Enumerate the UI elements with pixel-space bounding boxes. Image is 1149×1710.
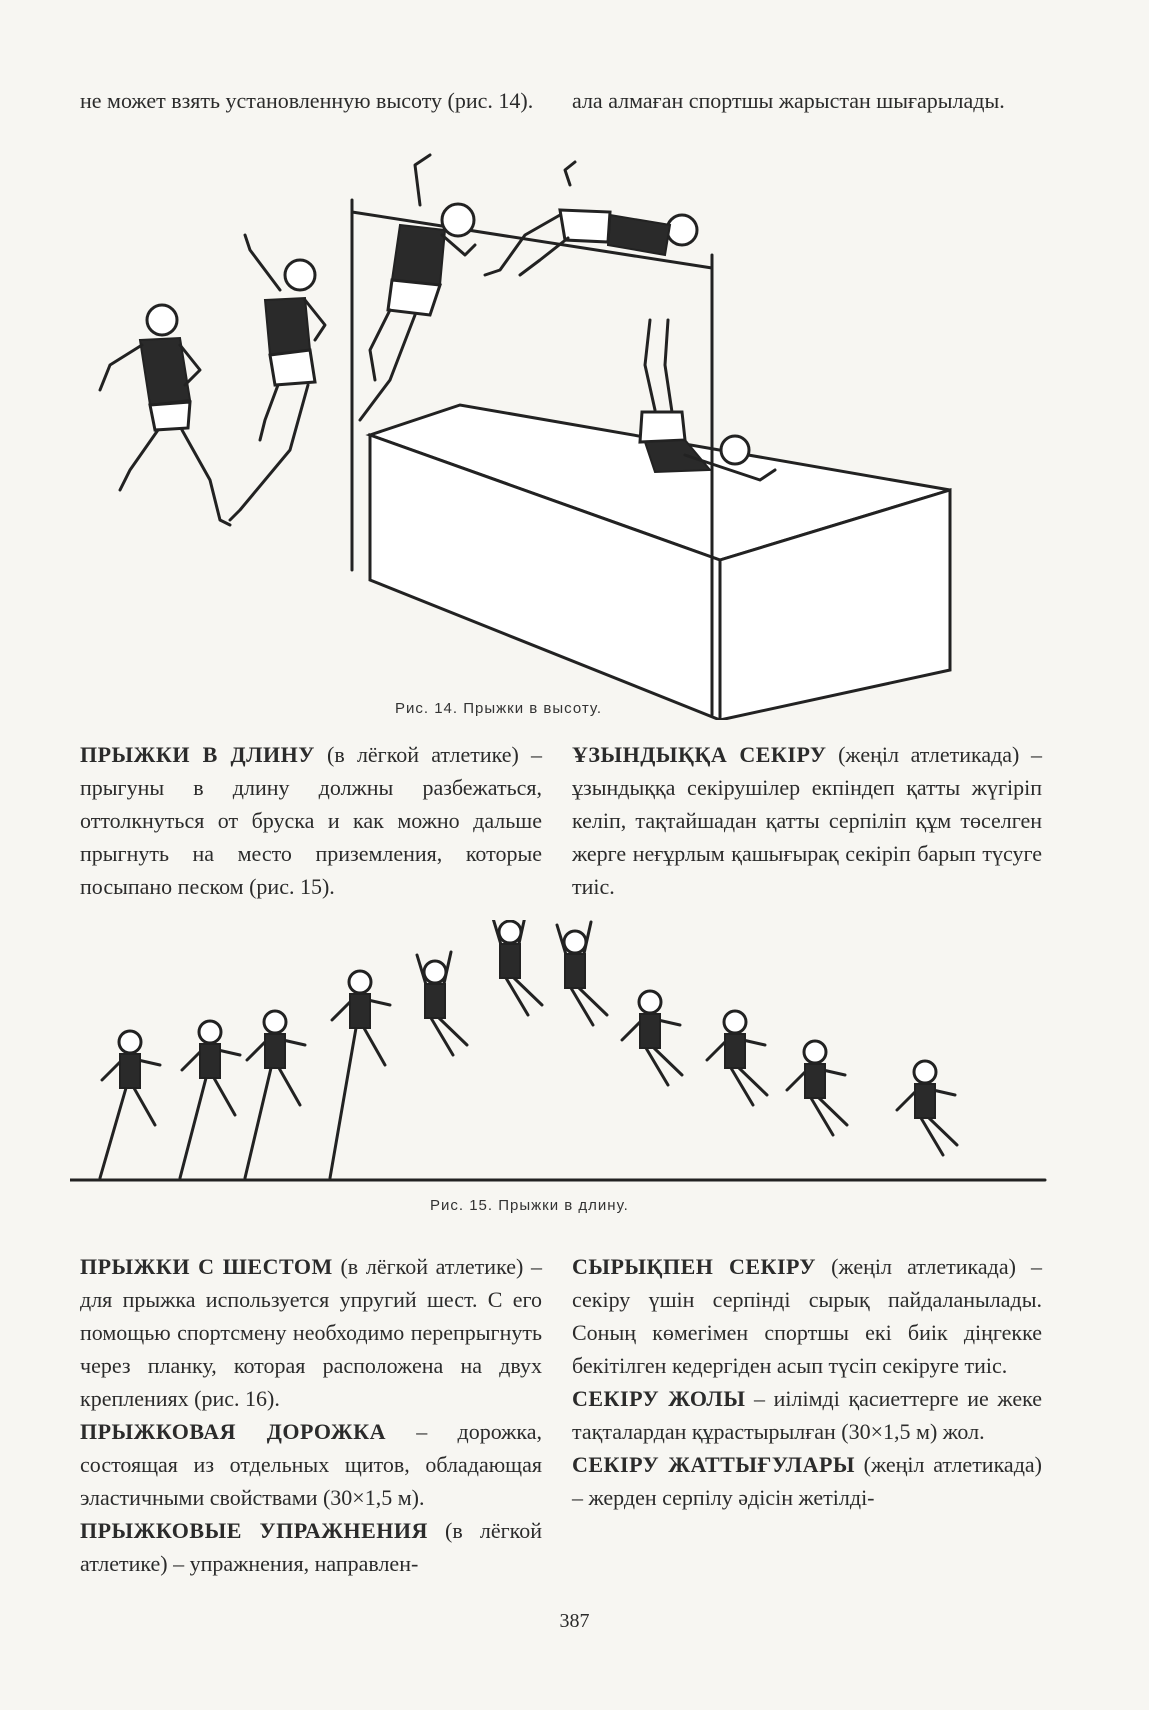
entry-jump-track-kz (572, 1382, 1042, 1448)
entry-text: – иілімді қасиеттерге ие жеке тақталардан құрастырылған (30×1,5 м) жол. (572, 1386, 1043, 1444)
entry-term: ПРЫЖКИ В ДЛИНУ (80, 742, 315, 767)
entry-term: ПРЫЖКОВЫЕ УПРАЖНЕНИЯ (80, 1518, 428, 1543)
athlete-takeoff (230, 235, 325, 520)
entry-long-jump-ru (80, 738, 542, 903)
entry-term: СЕКІРУ ЖОЛЫ (572, 1386, 746, 1411)
entry-text: (жеңіл атлетикада) – жерден серпілу әдісін жетілді- (572, 1452, 1042, 1510)
entry-text: (жеңіл атлетикада) – ұзындыққа секірушілер екпіндеп қатты жүгіріп келіп, тақтайшадан қатты серпіліп құм төселген жерге неғұрлым қашығырақ секіріп барып түсуге тиіс. (572, 742, 1042, 899)
jumper-frame (897, 1061, 957, 1155)
entry-jump-exercises-kz (572, 1448, 1042, 1514)
entry-text: – дорожка, состоящая из отдельных щитов, обладающая эластичными свойствами (30×1,5 м). (80, 1419, 543, 1510)
athlete-rising (360, 155, 475, 420)
entry-jump-exercises-ru (80, 1514, 542, 1580)
top-left-text (80, 84, 542, 117)
figure-15-caption: Рис. 15. Прыжки в длину. (430, 1197, 629, 1214)
entry-term: ПРЫЖКИ С ШЕСТОМ (80, 1254, 333, 1279)
top-right-text (572, 84, 1042, 117)
section2-left-column (80, 1250, 542, 1580)
figure-15-long-jump-illustration (70, 920, 1050, 1210)
figure-14-high-jump-illustration (70, 150, 1050, 720)
paragraph: не может взять установленную высоту (рис. 14). (80, 88, 534, 113)
entry-term: ПРЫЖКОВАЯ ДОРОЖКА (80, 1419, 386, 1444)
athlete-running (100, 305, 230, 525)
jumper-frame (245, 1011, 305, 1178)
jumper-frame (180, 1021, 240, 1178)
entry-text: (в лёгкой атлетике) – для прыжка используется упругий шест. С его помощью спортсмену необходимо перепрыгнуть через планку, которая расположена на двух креплениях (рис. 16). (80, 1254, 543, 1411)
entry-term: СЫРЫҚПЕН СЕКІРУ (572, 1254, 817, 1279)
entry-pole-vault-ru (80, 1250, 542, 1415)
jumper-frame (330, 971, 390, 1178)
entry-text: (в лёгкой атлетике) – упражнения, направлен- (80, 1518, 542, 1576)
page-number: 387 (559, 1610, 590, 1632)
entry-text: (в лёгкой атлетике) – прыгуны в длину должны разбежаться, оттолкнуться от бруска и как можно дальше прыгнуть на место приземления, которые посыпано песком (рис. 15). (80, 742, 543, 899)
section2-right-column (572, 1250, 1042, 1514)
entry-jump-track-ru (80, 1415, 542, 1514)
entry-term: СЕКІРУ ЖАТТЫҒУЛАРЫ (572, 1452, 855, 1477)
figure-14-caption: Рис. 14. Прыжки в высоту. (395, 700, 603, 717)
entry-pole-vault-kz (572, 1250, 1042, 1382)
entry-term: ҰЗЫНДЫҚҚА СЕКІРУ (572, 742, 827, 767)
jumper-frame (787, 1041, 847, 1135)
jumper-frame (100, 1031, 160, 1178)
athlete-clearing-bar (485, 162, 697, 275)
entry-long-jump-kz (572, 738, 1042, 903)
paragraph: ала алмаған спортшы жарыстан шығарылады. (572, 88, 1005, 113)
jumper-frame (622, 991, 682, 1085)
jumper-frame (492, 920, 542, 1015)
jumper-frame (707, 1011, 767, 1105)
entry-text: (жеңіл атлетикада) – секіру үшін серпінді сырық пайдаланылады. Соның көмегімен спортшы екі биік діңгекке бекітілген кедергіден асып түсіп секіруге тиіс. (572, 1254, 1042, 1378)
jumper-frame (417, 952, 467, 1055)
jumper-frame (557, 922, 607, 1025)
